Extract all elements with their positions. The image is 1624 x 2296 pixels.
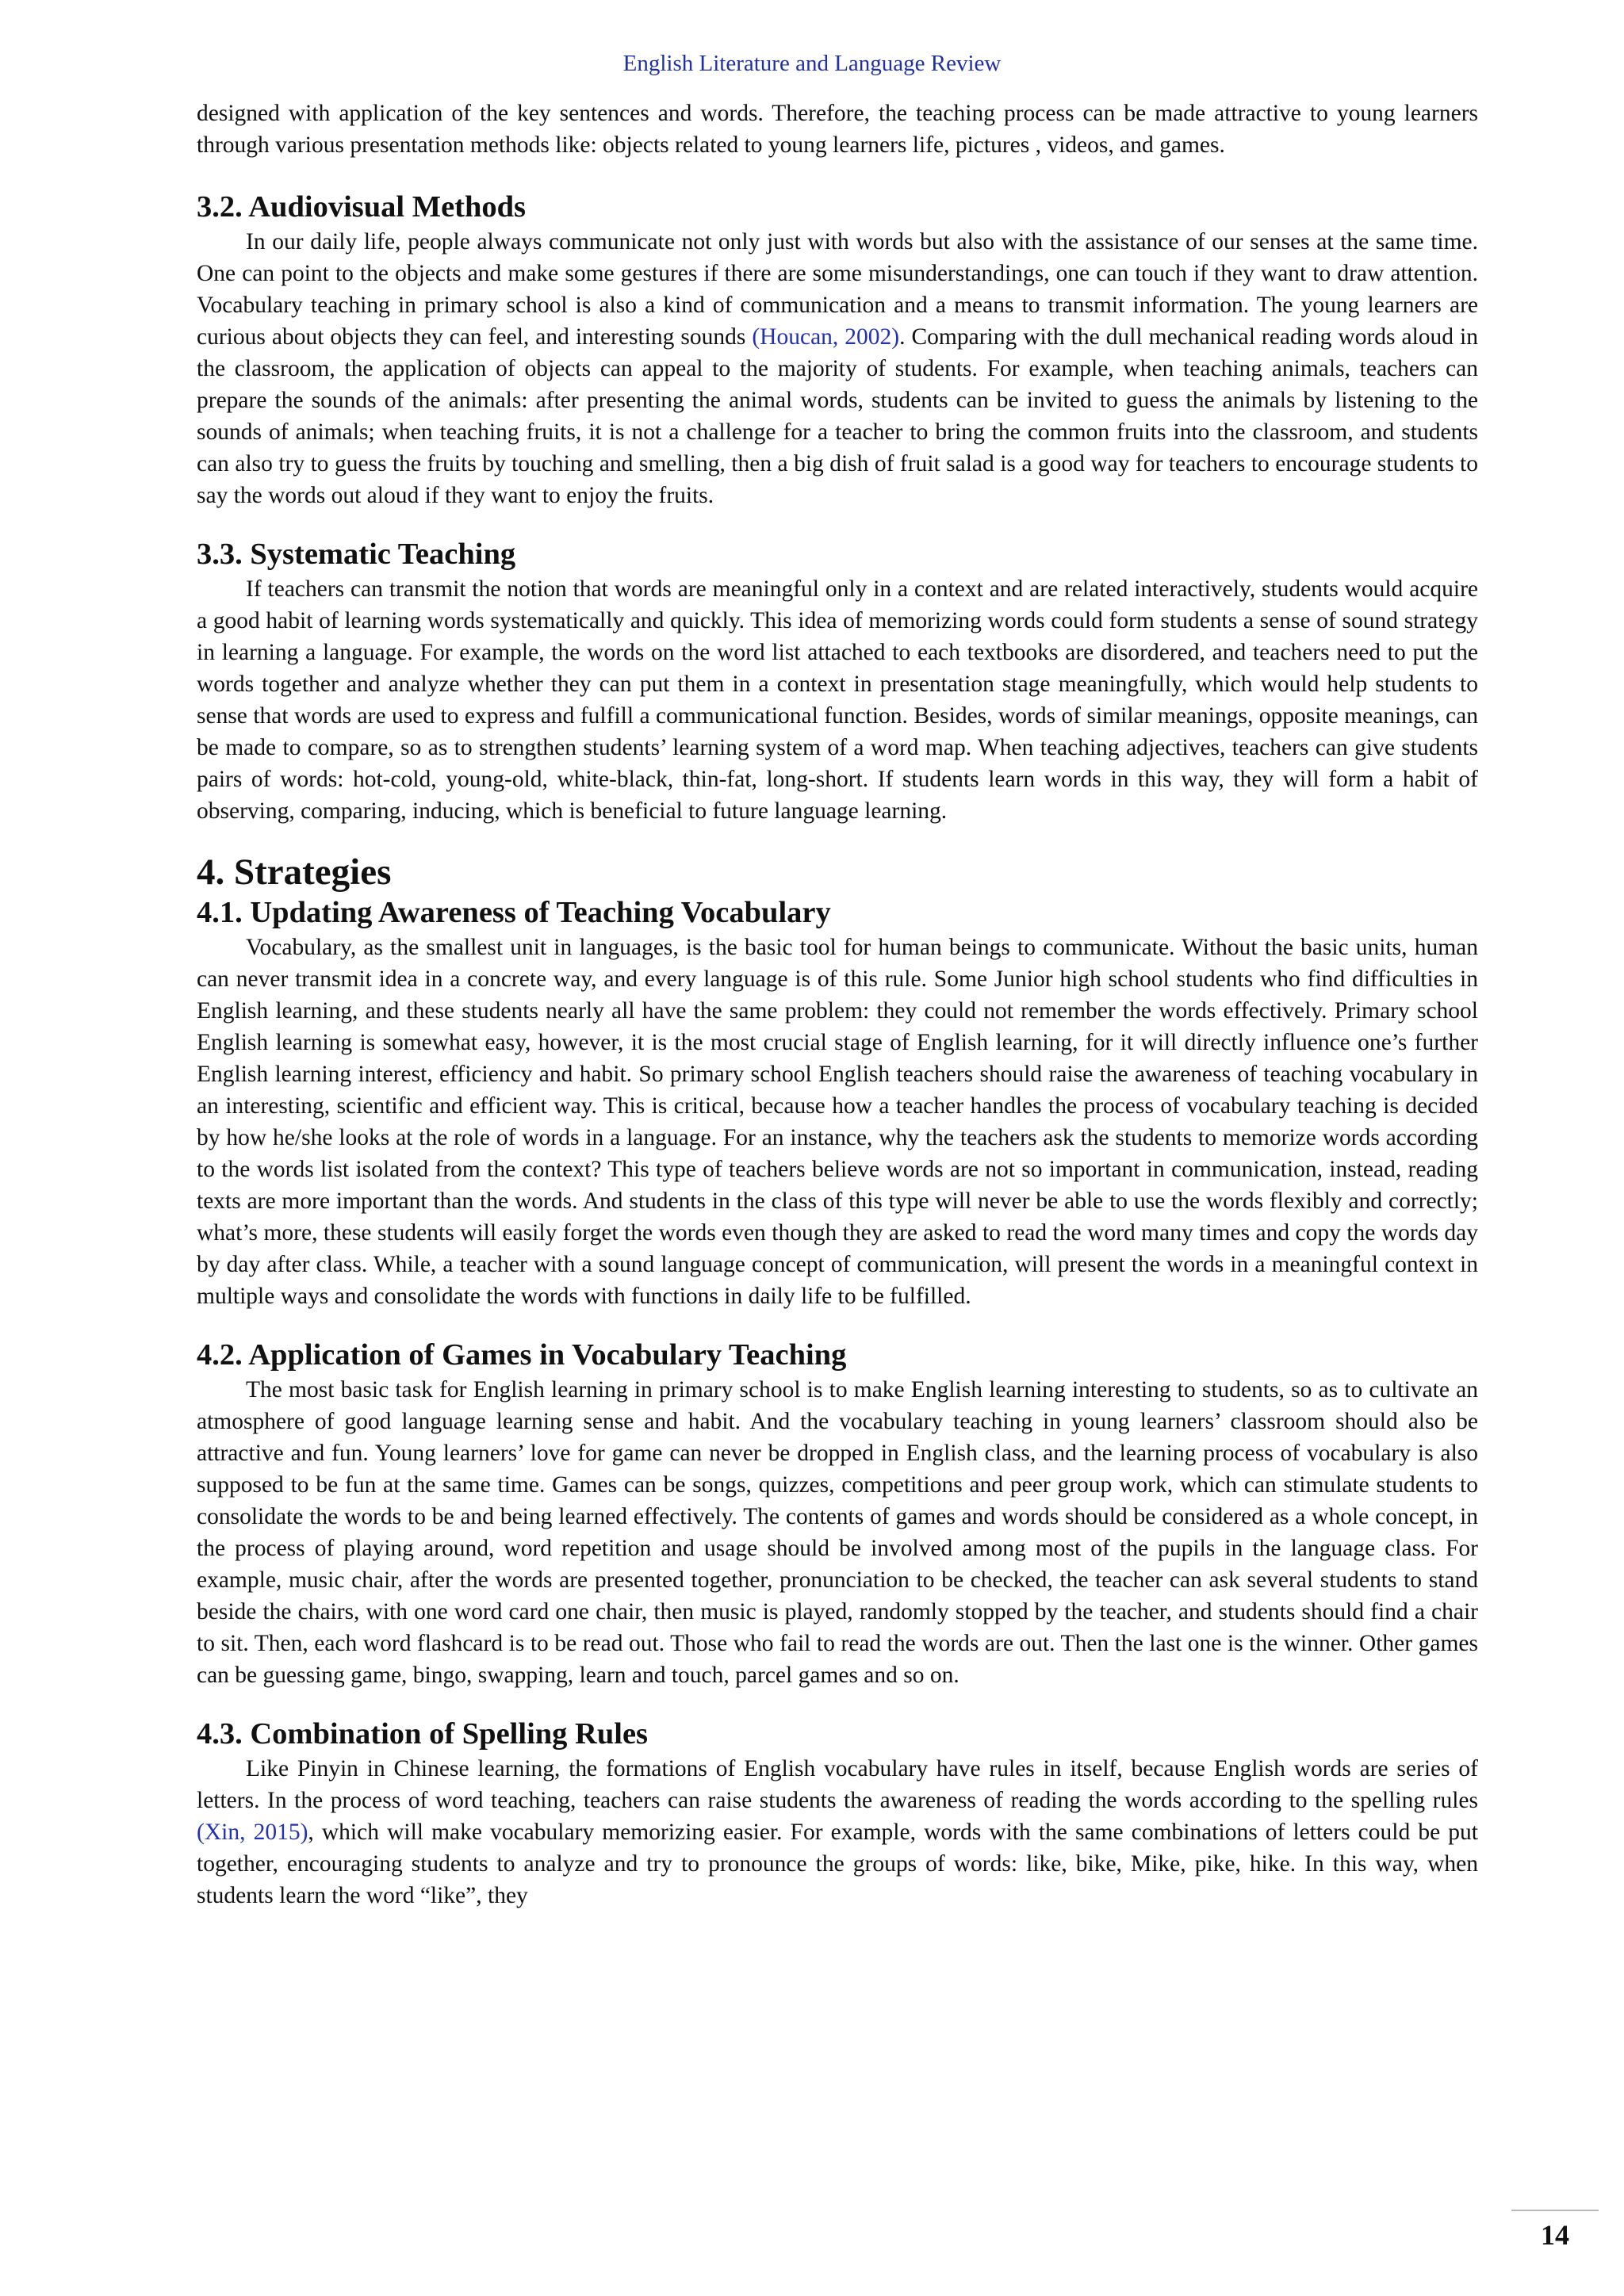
section-4-2-heading: 4.2. Application of Games in Vocabulary Teaching	[197, 1338, 847, 1372]
section-4-heading: 4. Strategies	[197, 851, 392, 893]
page-number-rule	[1511, 2210, 1599, 2211]
section-4-1-paragraph: Vocabulary, as the smallest unit in languages, is the basic tool for human beings to communicate. Without the basic units, human can never transmit idea in a concrete way, and every language is of this rule. Some Junior high school students who find difficulties in English learning, and these students nearly all have the same problem: they could not remember the words effectively. Primary school English learning is somewhat easy, however, it is the most crucial stage of English learning, for it will directly influence one’s further English learning interest, efficiency and habit. So primary school English teachers should raise the awareness of teaching vocabulary in an interesting, scientific and efficient way. This is critical, because how a teacher handles the process of vocabulary teaching is decided by how he/she looks at the role of words in a language. For an instance, why the teachers ask the students to memorize words according to the words list isolated from the context? This type of teachers believe words are not so important in communication, instead, reading texts are more important than the words. And students in the class of this type will never be able to use the words flexibly and correctly; what’s more, these students will easily forget the words even though they are asked to read the word many times and copy the words day by day after class. While, a teacher with a sound language concept of communication, will present the words in a meaningful context in multiple ways and consolidate the words with functions in daily life to be fulfilled.	[197, 935, 1478, 1309]
section-4-3-paragraph	[197, 1753, 1478, 1911]
section-3-3-paragraph: If teachers can transmit the notion that words are meaningful only in a context and are related interactively, students would acquire a good habit of learning words systematically and quickly. This idea of memorizing words could form students a sense of sound strategy in learning a language. For example, the words on the word list attached to each textbooks are disordered, and teachers need to put the words together and analyze whether they can put them in a context in presentation stage meaningfully, which would help students to sense that words are used to express and fulfill a communicational function. Besides, words of similar meanings, opposite meanings, can be made to compare, so as to strengthen students’ learning system of a word map. When teaching adjectives, teachers can give students pairs of words: hot-cold, young-old, white-black, thin-fat, long-short. If students learn words in this way, they will form a habit of observing, comparing, inducing, which is beneficial to future language learning.	[197, 576, 1478, 824]
section-4-3-text-b: , which will make vocabulary memorizing easier. For example, words with the same combinations of letters could be put together, encouraging students to analyze and try to pronounce the groups of words: like, bike, Mike, pike, hike. In this way, when students learn the word “like”, they	[197, 1820, 1478, 1908]
section-3-2-heading: 3.2. Audiovisual Methods	[197, 190, 527, 224]
citation-houcan-2002[interactable]: (Houcan, 2002)	[752, 324, 900, 350]
section-4-3-text-a: Like Pinyin in Chinese learning, the formations of English vocabulary have rules in itself, because English words are series of letters. In the process of word teaching, teachers can raise students the awareness of reading the words according to the spelling rules	[197, 1756, 1478, 1813]
section-3-2-text-a: In our daily life, people always communicate not only just with words but also with the assistance of our senses at the same time. One can point to the objects and make some gestures if there are some misunderstandings, one can touch if they want to draw attention. Vocabulary teaching in primary school is also a kind of communication and a means to transmit information. The young learners are curious about objects they can feel, and interesting sounds	[197, 229, 1478, 350]
section-3-2-paragraph	[197, 226, 1478, 511]
page-body	[197, 98, 1478, 1911]
intro-paragraph: designed with application of the key sentences and words. Therefore, the teaching process can be made attractive to young learners through various presentation methods like: objects related to young learners life, pictures , videos, and games.	[197, 101, 1478, 158]
page-number: 14	[1541, 2219, 1569, 2251]
section-3-3-heading: 3.3. Systematic Teaching	[197, 538, 516, 571]
section-4-2-paragraph: The most basic task for English learning in primary school is to make English learning interesting to students, so as to cultivate an atmosphere of good language learning sense and habit. And the vocabulary teaching in young learners’ classroom should also be attractive and fun. Young learners’ love for game can never be dropped in English class, and the learning process of vocabulary is also supposed to be fun at the same time. Games can be songs, quizzes, competitions and peer group work, which can stimulate students to consolidate the words to be and being learned effectively. The contents of games and words should be considered as a whole concept, in the process of playing around, word repetition and usage should be involved among most of the pupils in the language class. For example, music chair, after the words are presented together, pronunciation to be checked, the teacher can ask several students to stand beside the chairs, with one word card one chair, then music is played, randomly stopped by the teacher, and students should find a chair to sit. Then, each word flashcard is to be read out. Those who fail to read the words are out. Then the last one is the winner. Other games can be guessing game, bingo, swapping, learn and touch, parcel games and so on.	[197, 1377, 1478, 1688]
citation-xin-2015[interactable]: (Xin, 2015)	[197, 1820, 308, 1845]
running-header: English Literature and Language Review	[622, 51, 1002, 76]
section-4-3-heading: 4.3. Combination of Spelling Rules	[197, 1717, 649, 1751]
section-3-2-text-b: . Comparing with the dull mechanical reading words aloud in the classroom, the application of objects can appeal to the majority of students. For example, when teaching animals, teachers can prepare the sounds of the animals: after presenting the animal words, students can be invited to guess the animals by listening to the sounds of animals; when teaching fruits, it is not a challenge for a teacher to bring the common fruits into the classroom, and students can also try to guess the fruits by touching and smelling, then a big dish of fruit salad is a good way for teachers to encourage students to say the words out aloud if they want to enjoy the fruits.	[197, 324, 1478, 508]
section-4-1-heading: 4.1. Updating Awareness of Teaching Vocabulary	[197, 896, 831, 929]
